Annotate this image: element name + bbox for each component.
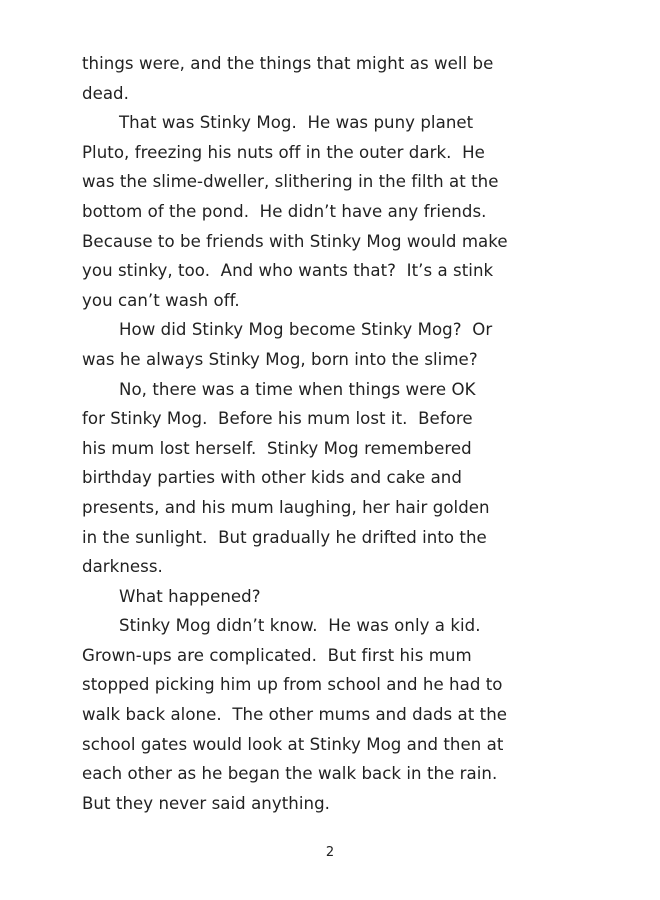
text-line: you can’t wash off. <box>82 290 240 310</box>
text-line: stopped picking him up from school and he had to <box>82 675 503 695</box>
text-line: dead. <box>82 83 129 103</box>
text-line: Because to be friends with Stinky Mog would make <box>82 231 508 251</box>
text-line: in the sunlight. But gradually he drifted into the <box>82 527 487 547</box>
text-line: for Stinky Mog. Before his mum lost it. Before <box>82 409 473 429</box>
body-text <box>82 49 582 818</box>
text-line: you stinky, too. And who wants that? It’s a stink <box>82 261 494 281</box>
text-line: things were, and the things that might as well be <box>82 54 494 73</box>
text-line: school gates would look at Stinky Mog and then at <box>82 734 504 754</box>
text-line-indented: No, there was a time when things were OK <box>119 379 476 399</box>
text-line: each other as he began the walk back in the rain. <box>82 764 498 784</box>
text-line-indented: How did Stinky Mog become Stinky Mog? Or <box>119 320 493 340</box>
text-line-indented: Stinky Mog didn’t know. He was only a kid. <box>119 616 481 636</box>
text-line: But they never said anything. <box>82 793 331 813</box>
text-line: bottom of the pond. He didn’t have any friends. <box>82 201 487 221</box>
text-line-indented: That was Stinky Mog. He was puny planet <box>119 113 474 133</box>
text-line: was the slime-dweller, slithering in the filth at the <box>82 172 499 192</box>
text-line-indented: What happened? <box>119 586 261 606</box>
text-line: Grown-ups are complicated. But first his mum <box>82 645 472 665</box>
text-line: his mum lost herself. Stinky Mog remembered <box>82 438 472 458</box>
text-line: walk back alone. The other mums and dads at the <box>82 705 508 725</box>
text-line: Pluto, freezing his nuts off in the outer dark. He <box>82 142 485 162</box>
text-line: darkness. <box>82 557 163 577</box>
text-line: birthday parties with other kids and cake and <box>82 468 462 488</box>
text-line: was he always Stinky Mog, born into the slime? <box>82 349 478 369</box>
page-number: 2 <box>325 845 335 860</box>
text-line: presents, and his mum laughing, her hair golden <box>82 497 490 517</box>
